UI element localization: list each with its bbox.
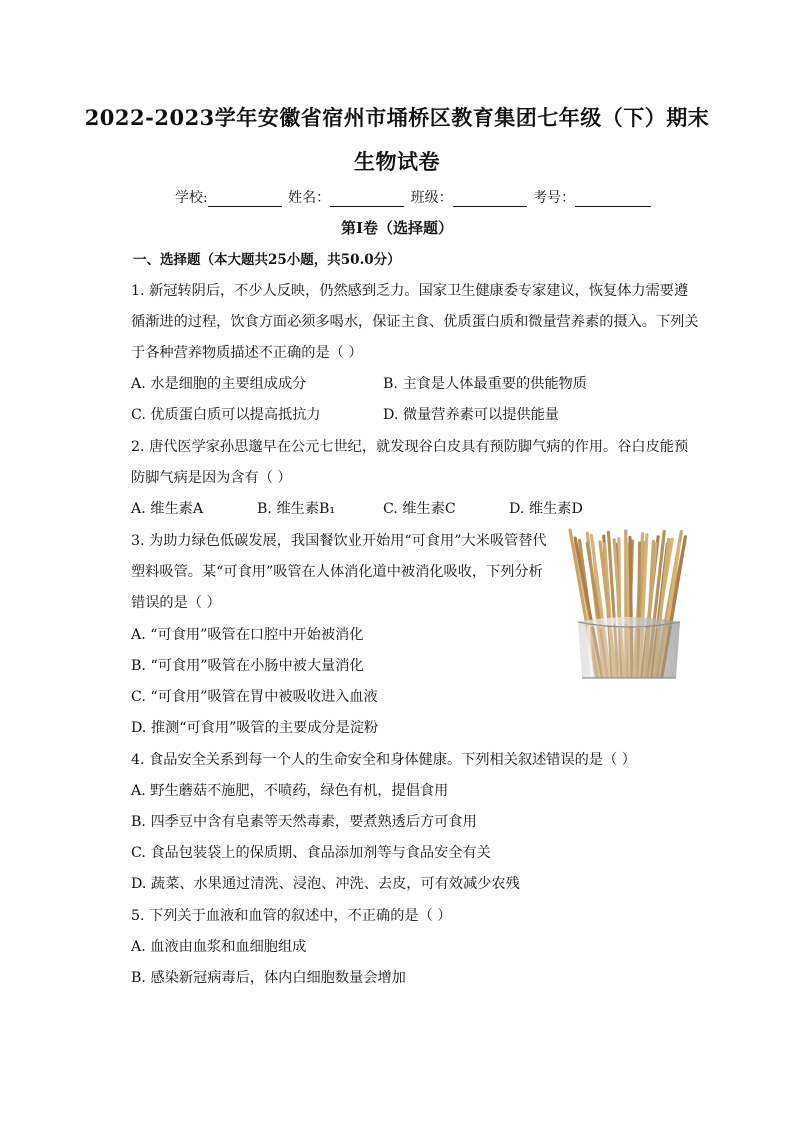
q3-option-a: A. “可食用”吸管在口腔中开始被消化 <box>131 627 364 643</box>
class-blank <box>453 192 527 207</box>
q1-option-c: C. 优质蛋白质可以提高抵抗力 <box>131 407 321 423</box>
student-info-row <box>175 187 653 207</box>
q5-option-a: A. 血液由血浆和血细胞组成 <box>131 939 307 955</box>
q2-option-d: D. 维生素D <box>509 501 583 517</box>
rice-straws-image <box>566 526 692 680</box>
number-blank <box>575 192 651 207</box>
name-label: 姓名： <box>288 190 331 206</box>
class-label: 班级： <box>410 190 453 206</box>
part-title: 第I卷（选择题） <box>340 219 454 237</box>
q3-line-1: 3. 为助力绿色低碳发展，我国餐饮业开始用“可食用”大米吸管替代 <box>131 533 547 549</box>
q1-option-d: D. 微量营养素可以提供能量 <box>383 407 559 423</box>
q3-option-c: C. “可食用”吸管在胃中被吸收进入血液 <box>131 689 378 705</box>
q4-option-a: A. 野生蘑菇不施肥，不喷药，绿色有机，提倡食用 <box>131 783 449 799</box>
q4-option-d: D. 蔬菜、水果通过清洗、浸泡、冲洗、去皮，可有效减少农残 <box>131 876 520 892</box>
q3-option-b: B. “可食用”吸管在小肠中被大量消化 <box>131 658 364 674</box>
q2-line-1: 2. 唐代医学家孙思邈早在公元七世纪，就发现谷白皮具有预防脚气病的作用。谷白皮能预 <box>131 439 689 455</box>
school-blank <box>208 192 282 207</box>
exam-title-line2: 生物试卷 <box>354 149 440 174</box>
q1-option-b: B. 主食是人体最重要的供能物质 <box>383 376 587 392</box>
q5-line-1: 5. 下列关于血液和血管的叙述中，不正确的是（ ） <box>131 908 452 924</box>
name-blank <box>330 192 404 207</box>
q1-line-3: 于各种营养物质描述不正确的是（ ） <box>131 345 363 361</box>
q3-line-2: 塑料吸管。某“可食用”吸管在人体消化道中被消化吸收，下列分析 <box>131 564 543 580</box>
q5-option-b: B. 感染新冠病毒后，体内白细胞数量会增加 <box>131 970 406 986</box>
number-label: 考号： <box>533 190 576 206</box>
q2-line-2: 防脚气病是因为含有（ ） <box>131 470 292 486</box>
q2-option-b: B. 维生素B₁ <box>257 501 336 517</box>
q4-option-c: C. 食品包装袋上的保质期、食品添加剂等与食品安全有关 <box>131 845 491 861</box>
q4-line-1: 4. 食品安全关系到每一个人的生命安全和身体健康。下列相关叙述错误的是（ ） <box>131 752 636 768</box>
q1-line-2: 循渐进的过程，饮食方面必须多喝水，保证主食、优质蛋白质和微量营养素的摄入。下列关 <box>131 314 699 330</box>
section-title: 一、选择题（本大题共25小题，共50.0分） <box>133 252 401 268</box>
q3-option-d: D. 推测“可食用”吸管的主要成分是淀粉 <box>131 720 379 736</box>
school-label: 学校: <box>175 190 208 206</box>
q2-option-a: A. 维生素A <box>131 501 204 517</box>
q2-option-c: C. 维生素C <box>383 501 456 517</box>
q1-line-1: 1. 新冠转阴后，不少人反映，仍然感到乏力。国家卫生健康委专家建议，恢复体力需要遵 <box>131 283 689 299</box>
q4-option-b: B. 四季豆中含有皂素等天然毒素，要煮熟透后方可食用 <box>131 814 477 830</box>
exam-title-line1: 2022-2023学年安徽省宿州市埇桥区教育集团七年级（下）期末 <box>84 105 710 130</box>
rice-straws-illustration <box>566 526 692 680</box>
q3-line-3: 错误的是（ ） <box>131 595 221 611</box>
q1-option-a: A. 水是细胞的主要组成成分 <box>131 376 307 392</box>
